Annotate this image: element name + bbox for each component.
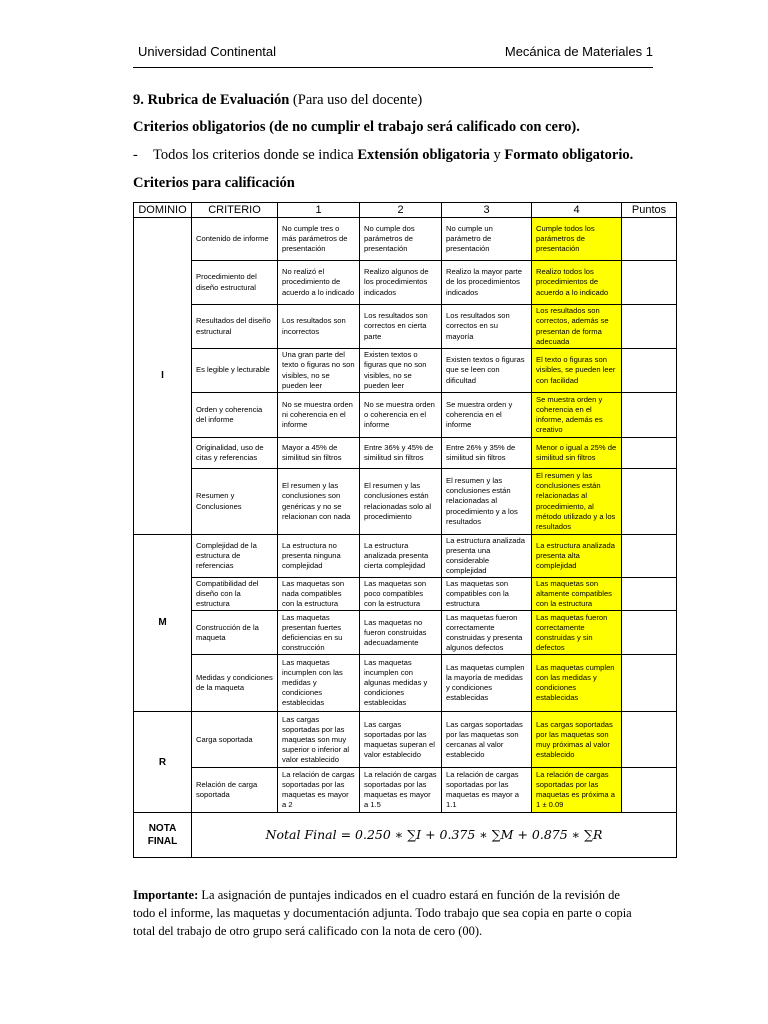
points-cell[interactable] <box>622 535 677 578</box>
header-course: Mecánica de Materiales 1 <box>504 44 653 59</box>
domain-cell: I <box>134 218 192 535</box>
points-cell[interactable] <box>622 438 677 469</box>
level-cell: Las maquetas incumplen con las medidas y condiciones establecidas <box>278 655 360 712</box>
level-cell: Las maquetas cumplen la mayoría de medidas y condiciones establecidas <box>442 655 532 712</box>
level-cell: No cumple dos parámetros de presentación <box>360 218 442 261</box>
level-cell: La relación de cargas soportadas por las maquetas es mayor a 2 <box>278 768 360 813</box>
level-4-cell: Realizo todos los procedimientos de acuerdo a lo indicado <box>532 261 622 305</box>
table-row <box>134 535 677 578</box>
importante-label: Importante: <box>133 888 199 902</box>
nota-final-row <box>134 813 677 858</box>
header-rule <box>133 67 653 68</box>
criterion-cell: Relación de carga soportada <box>192 768 278 813</box>
level-4-cell: Las cargas soportadas por las maquetas son muy próximas al valor establecido <box>532 712 622 768</box>
criterion-cell: Resultados del diseño estructural <box>192 305 278 349</box>
header-puntos: Puntos <box>622 203 677 218</box>
header-level-2: 2 <box>360 203 442 218</box>
section-heading <box>133 92 422 109</box>
domain-cell: R <box>134 712 192 813</box>
table-row <box>134 218 677 261</box>
level-cell: Las cargas soportadas por las maquetas superan el valor establecido <box>360 712 442 768</box>
bullet-bold-extension: Extensión obligatoria <box>357 147 490 163</box>
criterion-cell: Carga soportada <box>192 712 278 768</box>
bullet-mid: y <box>489 147 505 163</box>
criterion-cell: Contenido de informe <box>192 218 278 261</box>
criterion-cell: Compatibilidad del diseño con la estructura <box>192 578 278 611</box>
page-header <box>133 40 653 70</box>
bullet-dash: - <box>133 147 138 163</box>
points-cell[interactable] <box>622 393 677 438</box>
importante-paragraph <box>133 886 643 940</box>
points-cell[interactable] <box>622 712 677 768</box>
table-row <box>134 712 677 768</box>
criterion-cell: Resumen y Conclusiones <box>192 469 278 535</box>
nota-final-label: NOTA FINAL <box>134 813 192 858</box>
level-cell: No cumple tres o más parámetros de presentación <box>278 218 360 261</box>
table-row <box>134 578 677 611</box>
level-cell: Las maquetas incumplen con algunas medidas y condiciones establecidas <box>360 655 442 712</box>
level-cell: El resumen y las conclusiones son genéricas y no se relacionan con nada <box>278 469 360 535</box>
domain-cell: M <box>134 535 192 712</box>
table-row <box>134 261 677 305</box>
level-cell: Las cargas soportadas por las maquetas son muy superior o inferior al valor establecido <box>278 712 360 768</box>
table-row <box>134 469 677 535</box>
section-title-suffix: (Para uso del docente) <box>289 92 423 108</box>
table-row <box>134 611 677 655</box>
level-cell: Entre 26% y 35% de similitud sin filtros <box>442 438 532 469</box>
header-university: Universidad Continental <box>138 44 277 59</box>
table-header-row <box>134 203 677 218</box>
header-level-3: 3 <box>442 203 532 218</box>
level-cell: Los resultados son correctos en su mayoría <box>442 305 532 349</box>
header-level-4: 4 <box>532 203 622 218</box>
mandatory-criteria-heading: Criterios obligatorios (de no cumplir el trabajo será calificado con cero). <box>133 119 580 135</box>
level-cell: No realizó el procedimiento de acuerdo a lo indicado <box>278 261 360 305</box>
rubric-table <box>133 202 677 858</box>
level-cell: La relación de cargas soportadas por las maquetas es mayor a 1.5 <box>360 768 442 813</box>
table-row <box>134 768 677 813</box>
table-row <box>134 393 677 438</box>
level-cell: Las maquetas presentan fuertes deficiencias en su construcción <box>278 611 360 655</box>
level-cell: Los resultados son incorrectos <box>278 305 360 349</box>
level-4-cell: La estructura analizada presenta alta complejidad <box>532 535 622 578</box>
importante-text: La asignación de puntajes indicados en el cuadro estará en función de la revisión de todo el informe, las maquetas y documentación adjunta. Todo trabajo que sea copia en parte o copia total del trabajo de otro grupo será calificado con la nota de cero (00). <box>133 888 632 939</box>
level-cell: Entre 36% y 45% de similitud sin filtros <box>360 438 442 469</box>
level-cell: Existen textos o figuras que se leen con dificultad <box>442 349 532 393</box>
nota-final-formula: Notal Final = 0.250 ∗ ∑I + 0.375 ∗ ∑M + 0.875 ∗ ∑R <box>192 813 677 858</box>
level-cell: Las maquetas no fueron construidas adecuadamente <box>360 611 442 655</box>
level-cell: El resumen y las conclusiones están relacionadas solo al procedimiento <box>360 469 442 535</box>
points-cell[interactable] <box>622 611 677 655</box>
level-4-cell: El texto o figuras son visibles, se pueden leer con facilidad <box>532 349 622 393</box>
level-4-cell: Las maquetas fueron correctamente construidas y sin defectos <box>532 611 622 655</box>
level-cell: Existen textos o figuras que no son visibles, no se pueden leer <box>360 349 442 393</box>
level-cell: Las maquetas fueron correctamente construidas y presenta algunos defectos <box>442 611 532 655</box>
level-4-cell: La relación de cargas soportadas por las maquetas es próxima a 1 ± 0.09 <box>532 768 622 813</box>
table-row <box>134 349 677 393</box>
points-cell[interactable] <box>622 305 677 349</box>
level-4-cell: Menor o igual a 25% de similitud sin filtros <box>532 438 622 469</box>
criterion-cell: Medidas y condiciones de la maqueta <box>192 655 278 712</box>
criterion-cell: Construcción de la maqueta <box>192 611 278 655</box>
points-cell[interactable] <box>622 768 677 813</box>
criterion-cell: Procedimiento del diseño estructural <box>192 261 278 305</box>
points-cell[interactable] <box>622 349 677 393</box>
level-cell: Las maquetas son poco compatibles con la estructura <box>360 578 442 611</box>
level-cell: Realizo algunos de los procedimientos indicados <box>360 261 442 305</box>
criterion-cell: Es legible y lecturable <box>192 349 278 393</box>
level-cell: La estructura analizada presenta una considerable complejidad <box>442 535 532 578</box>
mandatory-bullet <box>133 147 633 164</box>
level-cell: Las cargas soportadas por las maquetas son cercanas al valor establecido <box>442 712 532 768</box>
level-cell: Mayor a 45% de similitud sin filtros <box>278 438 360 469</box>
level-4-cell: Se muestra orden y coherencia en el informe, además es creativo <box>532 393 622 438</box>
level-cell: La estructura analizada presenta cierta complejidad <box>360 535 442 578</box>
level-cell: La relación de cargas soportadas por las maquetas es mayor a 1.1 <box>442 768 532 813</box>
points-cell[interactable] <box>622 218 677 261</box>
level-cell: Los resultados son correctos en cierta parte <box>360 305 442 349</box>
table-row <box>134 655 677 712</box>
level-4-cell: Las maquetas cumplen con las medidas y condiciones establecidas <box>532 655 622 712</box>
header-level-1: 1 <box>278 203 360 218</box>
points-cell[interactable] <box>622 469 677 535</box>
level-cell: Realizo la mayor parte de los procedimientos indicados <box>442 261 532 305</box>
level-cell: Las maquetas son compatibles con la estructura <box>442 578 532 611</box>
level-4-cell: Las maquetas son altamente compatibles con la estructura <box>532 578 622 611</box>
level-4-cell: El resumen y las conclusiones están relacionadas al procedimiento, al método utilizado y a los resultados <box>532 469 622 535</box>
points-cell[interactable] <box>622 261 677 305</box>
level-cell: Las maquetas son nada compatibles con la estructura <box>278 578 360 611</box>
level-cell: No se muestra orden o coherencia en el informe <box>360 393 442 438</box>
header-criterio: CRITERIO <box>192 203 278 218</box>
table-row <box>134 305 677 349</box>
level-4-cell: Cumple todos los parámetros de presentación <box>532 218 622 261</box>
level-cell: El resumen y las conclusiones están relacionadas al procedimiento y a los resultados <box>442 469 532 535</box>
grading-criteria-heading: Criterios para calificación <box>133 175 295 191</box>
level-cell: Una gran parte del texto o figuras no son visibles, no se pueden leer <box>278 349 360 393</box>
bullet-bold-format: Formato obligatorio. <box>504 147 634 163</box>
points-cell[interactable] <box>622 655 677 712</box>
level-cell: Se muestra orden y coherencia en el informe <box>442 393 532 438</box>
level-4-cell: Los resultados son correctos, además se presentan de forma adecuada <box>532 305 622 349</box>
level-cell: No se muestra orden ni coherencia en el informe <box>278 393 360 438</box>
header-dominio: DOMINIO <box>134 203 192 218</box>
criterion-cell: Orden y coherencia del informe <box>192 393 278 438</box>
section-number-title: 9. Rubrica de Evaluación <box>133 92 290 108</box>
level-cell: No cumple un parámetro de presentación <box>442 218 532 261</box>
bullet-pre: Todos los criterios donde se indica <box>153 147 358 163</box>
criterion-cell: Originalidad, uso de citas y referencias <box>192 438 278 469</box>
criterion-cell: Complejidad de la estructura de referencias <box>192 535 278 578</box>
level-cell: La estructura no presenta ninguna complejidad <box>278 535 360 578</box>
table-row <box>134 438 677 469</box>
points-cell[interactable] <box>622 578 677 611</box>
